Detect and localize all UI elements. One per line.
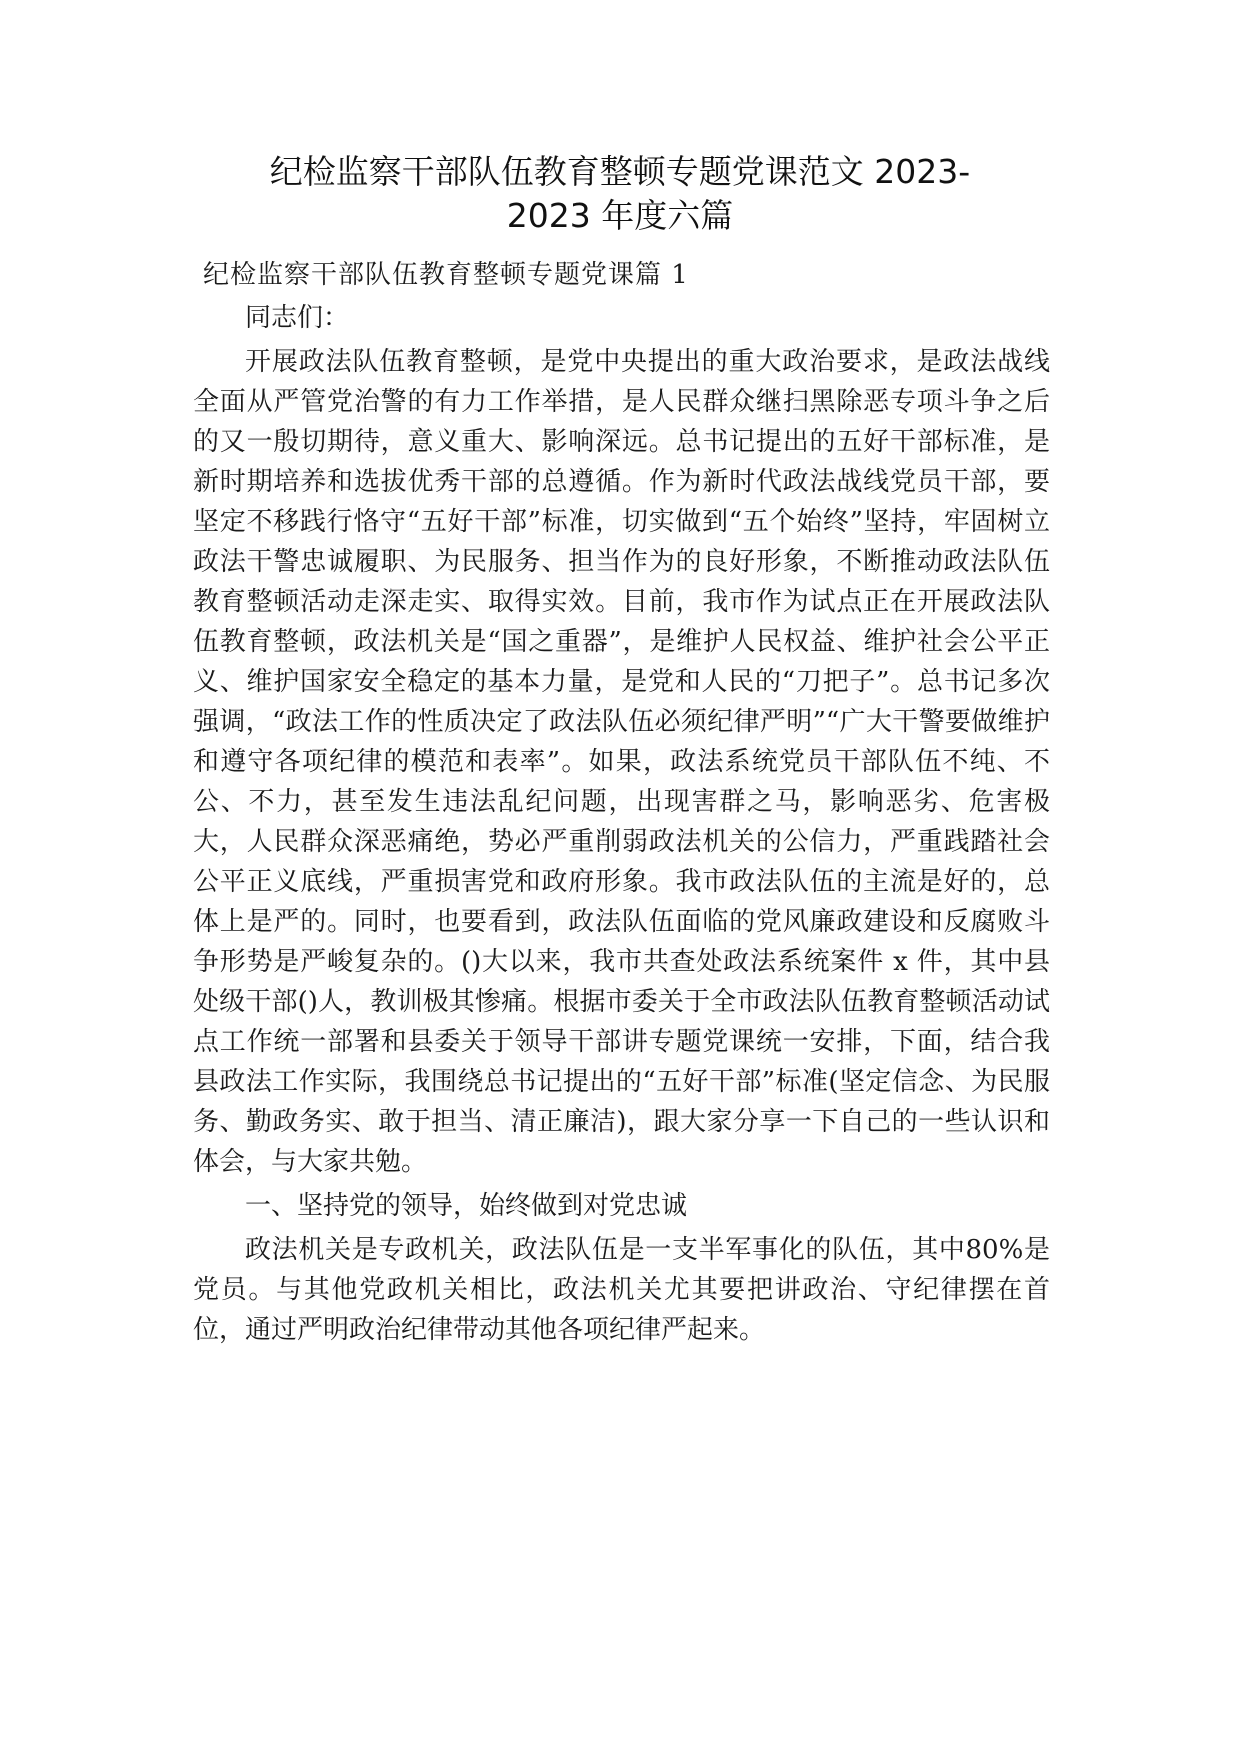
document-title-line-1: 纪检监察干部队伍教育整顿专题党课范文 2023-: [269, 152, 971, 191]
document-title: [150, 150, 1090, 238]
section-subheading: 纪检监察干部队伍教育整顿专题党课篇 1: [203, 260, 689, 290]
paragraph-1: 开展政法队伍教育整顿，是党中央提出的重大政治要求，是政法战线全面从严管党治警的有力工作举措，是人民群众继扫黑除恶专项斗争之后的又一殷切期待，意义重大、影响深远。总书记提出的五好干部标准，是新时期培养和选拔优秀干部的总遵循。作为新时代政法战线党员干部，要坚定不移践行恪守“五好干部”标准，切实做到“五个始终”坚持，牢固树立政法干警忠诚履职、为民服务、担当作为的良好形象，不断推动政法队伍教育整顿活动走深走实、取得实效。目前，我市作为试点正在开展政法队伍教育整顿，政法机关是“国之重器”，是维护人民权益、维护社会公平正义、维护国家安全稳定的基本力量，是党和人民的“刀把子”。总书记多次强调，“政法工作的性质决定了政法队伍必须纪律严明”“广大干警要做维护和遵守各项纪律的模范和表率”。如果，政法系统党员干部队伍不纯、不公、不力，甚至发生违法乱纪问题，出现害群之马，影响恶劣、危害极大，人民群众深恶痛绝，势必严重削弱政法机关的公信力，严重践踏社会公平正义底线，严重损害党和政府形象。我市政法队伍的主流是好的，总体上是严的。同时，也要看到，政法队伍面临的党风廉政建设和反腐败斗争形势是严峻复杂的。()大以来，我市共查处政法系统案件 x 件，其中县处级干部()人，教训极其惨痛。根据市委关于全市政法队伍教育整顿活动试点工作统一部署和县委关于领导干部讲专题党课统一安排，下面，结合我县政法工作实际，我围绕总书记提出的“五好干部”标准(坚定信念、为民服务、勤政务实、敢于担当、清正廉洁)，跟大家分享一下自己的一些认识和体会，与大家共勉。: [193, 347, 1050, 1177]
document-title-line-2: 2023 年度六篇: [506, 196, 734, 235]
greeting: 同志们：: [245, 303, 350, 333]
paragraph-2: 政法机关是专政机关，政法队伍是一支半军事化的队伍，其中80%是党员。与其他党政机关相比，政法机关尤其要把讲政治、守纪律摆在首位，通过严明政治纪律带动其他各项纪律严起来。: [193, 1235, 1050, 1345]
document-body: [193, 255, 1050, 1350]
section-1-heading: 一、坚持党的领导，始终做到对党忠诚: [245, 1191, 688, 1221]
